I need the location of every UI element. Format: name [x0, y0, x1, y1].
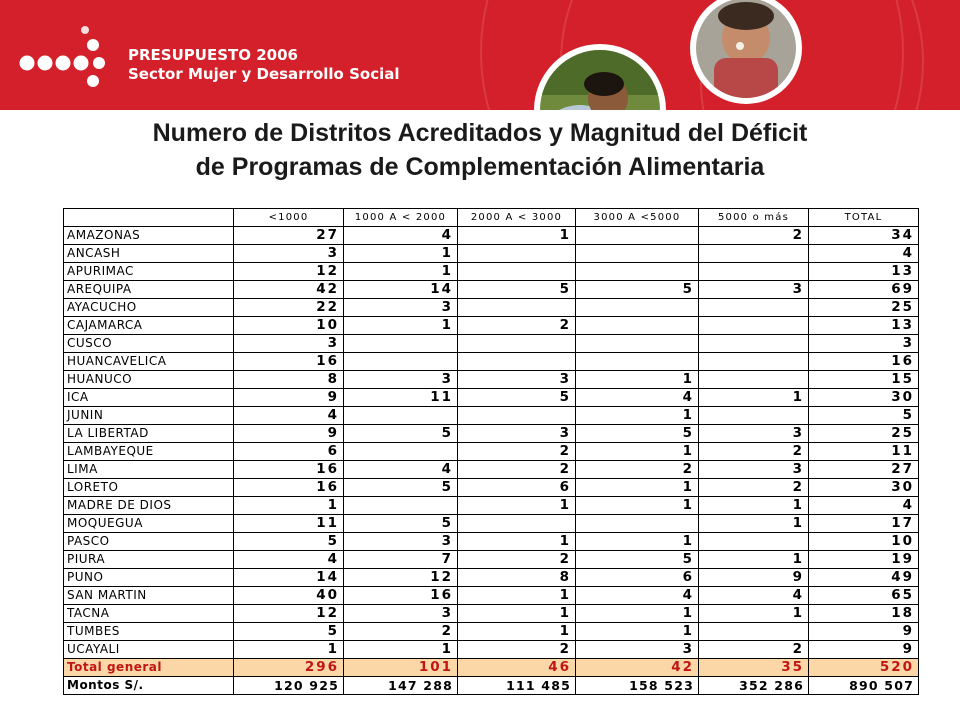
- column-header-cell: 3000 A <5000: [576, 209, 699, 227]
- value-cell: 5: [809, 407, 919, 425]
- value-cell: 4: [234, 551, 344, 569]
- table-row: [64, 497, 919, 515]
- value-cell: 16: [234, 353, 344, 371]
- row-label-cell: AREQUIPA: [64, 281, 234, 299]
- table-row: [64, 317, 919, 335]
- value-cell: 1: [576, 623, 699, 641]
- logo-dots-icon: [0, 0, 120, 110]
- value-cell: 27: [809, 461, 919, 479]
- value-cell: 1: [458, 587, 576, 605]
- table-row: [64, 443, 919, 461]
- row-label-cell: PUNO: [64, 569, 234, 587]
- table-row: [64, 263, 919, 281]
- value-cell: 18: [809, 605, 919, 623]
- value-cell: 4: [344, 461, 458, 479]
- value-cell: 3: [699, 425, 809, 443]
- value-cell: 890 507: [809, 677, 919, 695]
- value-cell: 16: [344, 587, 458, 605]
- value-cell: 4: [576, 587, 699, 605]
- row-label-cell: APURIMAC: [64, 263, 234, 281]
- row-label-cell: TUMBES: [64, 623, 234, 641]
- row-label-cell: MOQUEGUA: [64, 515, 234, 533]
- row-label-cell: Total general: [64, 659, 234, 677]
- table-row: [64, 641, 919, 659]
- value-cell: 1: [344, 245, 458, 263]
- value-cell: 1: [699, 497, 809, 515]
- row-label-cell: SAN MARTIN: [64, 587, 234, 605]
- value-cell: 352 286: [699, 677, 809, 695]
- value-cell: 34: [809, 227, 919, 245]
- table-row: [64, 389, 919, 407]
- value-cell: 12: [234, 263, 344, 281]
- value-cell: 1: [699, 551, 809, 569]
- value-cell: 3: [699, 461, 809, 479]
- header-band: [0, 0, 960, 110]
- value-cell: 296: [234, 659, 344, 677]
- table-row: [64, 371, 919, 389]
- value-cell: 1: [344, 263, 458, 281]
- value-cell: 101: [344, 659, 458, 677]
- value-cell: 1: [576, 443, 699, 461]
- value-cell: [699, 533, 809, 551]
- value-cell: 5: [344, 479, 458, 497]
- value-cell: 42: [576, 659, 699, 677]
- value-cell: 15: [809, 371, 919, 389]
- value-cell: 2: [458, 641, 576, 659]
- value-cell: 11: [234, 515, 344, 533]
- value-cell: 46: [458, 659, 576, 677]
- table-row: [64, 353, 919, 371]
- value-cell: 5: [234, 533, 344, 551]
- value-cell: 30: [809, 389, 919, 407]
- table-row: [64, 551, 919, 569]
- value-cell: 4: [699, 587, 809, 605]
- row-label-cell: PIURA: [64, 551, 234, 569]
- value-cell: [699, 371, 809, 389]
- row-label-cell: ANCASH: [64, 245, 234, 263]
- value-cell: 5: [576, 551, 699, 569]
- table-row: [64, 461, 919, 479]
- column-header-cell: TOTAL: [809, 209, 919, 227]
- value-cell: [576, 299, 699, 317]
- value-cell: 9: [234, 425, 344, 443]
- table-row: [64, 281, 919, 299]
- value-cell: 4: [809, 245, 919, 263]
- value-cell: [344, 353, 458, 371]
- value-cell: 2: [699, 227, 809, 245]
- value-cell: [344, 443, 458, 461]
- row-label-cell: TACNA: [64, 605, 234, 623]
- table-row: [64, 623, 919, 641]
- value-cell: 3: [809, 335, 919, 353]
- value-cell: 3: [344, 533, 458, 551]
- row-label-cell: UCAYALI: [64, 641, 234, 659]
- value-cell: 17: [809, 515, 919, 533]
- brand-line2: Sector Mujer y Desarrollo Social: [128, 65, 400, 83]
- value-cell: [458, 353, 576, 371]
- table-row: [64, 479, 919, 497]
- value-cell: 19: [809, 551, 919, 569]
- value-cell: [576, 263, 699, 281]
- value-cell: 2: [458, 443, 576, 461]
- value-cell: 49: [809, 569, 919, 587]
- value-cell: 158 523: [576, 677, 699, 695]
- value-cell: 1: [234, 641, 344, 659]
- table-row: [64, 515, 919, 533]
- value-cell: 520: [809, 659, 919, 677]
- value-cell: 16: [234, 461, 344, 479]
- value-cell: 1: [458, 605, 576, 623]
- brand-text: [128, 46, 400, 84]
- value-cell: 22: [234, 299, 344, 317]
- value-cell: 14: [344, 281, 458, 299]
- value-cell: 12: [234, 605, 344, 623]
- value-cell: 1: [576, 371, 699, 389]
- table-row: [64, 425, 919, 443]
- table-row: [64, 533, 919, 551]
- value-cell: [699, 299, 809, 317]
- row-label-cell: MADRE DE DIOS: [64, 497, 234, 515]
- value-cell: 5: [576, 425, 699, 443]
- value-cell: 10: [809, 533, 919, 551]
- value-cell: 1: [458, 497, 576, 515]
- value-cell: 2: [458, 317, 576, 335]
- column-header-cell: 2000 A < 3000: [458, 209, 576, 227]
- data-table-container: [63, 208, 919, 695]
- row-label-cell: LIMA: [64, 461, 234, 479]
- value-cell: 8: [234, 371, 344, 389]
- row-label-cell: LA LIBERTAD: [64, 425, 234, 443]
- value-cell: 1: [344, 641, 458, 659]
- column-header-cell: 1000 A < 2000: [344, 209, 458, 227]
- value-cell: [458, 335, 576, 353]
- value-cell: 2: [699, 443, 809, 461]
- page-title: [0, 116, 960, 184]
- value-cell: 3: [234, 335, 344, 353]
- value-cell: 13: [809, 317, 919, 335]
- value-cell: 13: [809, 263, 919, 281]
- value-cell: [458, 515, 576, 533]
- value-cell: 3: [576, 641, 699, 659]
- value-cell: 111 485: [458, 677, 576, 695]
- value-cell: 1: [234, 497, 344, 515]
- value-cell: 9: [699, 569, 809, 587]
- row-label-cell: AMAZONAS: [64, 227, 234, 245]
- table-row: [64, 299, 919, 317]
- row-label-cell: CUSCO: [64, 335, 234, 353]
- table-header-row: [64, 209, 919, 227]
- row-label-cell: ICA: [64, 389, 234, 407]
- deficit-table: [63, 208, 919, 695]
- value-cell: [699, 335, 809, 353]
- value-cell: 1: [699, 515, 809, 533]
- value-cell: 30: [809, 479, 919, 497]
- total-row: [64, 659, 919, 677]
- value-cell: 6: [576, 569, 699, 587]
- table-row: [64, 335, 919, 353]
- value-cell: 5: [234, 623, 344, 641]
- column-header-cell: 5000 o más: [699, 209, 809, 227]
- row-label-cell: JUNIN: [64, 407, 234, 425]
- value-cell: [458, 245, 576, 263]
- value-cell: [576, 245, 699, 263]
- row-label-cell: Montos S/.: [64, 677, 234, 695]
- table-row: [64, 407, 919, 425]
- row-label-cell: CAJAMARCA: [64, 317, 234, 335]
- value-cell: [576, 515, 699, 533]
- value-cell: 6: [458, 479, 576, 497]
- row-label-cell: HUANCAVELICA: [64, 353, 234, 371]
- value-cell: 25: [809, 299, 919, 317]
- value-cell: 5: [458, 281, 576, 299]
- value-cell: [699, 245, 809, 263]
- table-row: [64, 569, 919, 587]
- value-cell: [458, 299, 576, 317]
- value-cell: 3: [344, 371, 458, 389]
- value-cell: 16: [809, 353, 919, 371]
- value-cell: 27: [234, 227, 344, 245]
- header-cell: [64, 209, 234, 227]
- value-cell: [576, 317, 699, 335]
- value-cell: 16: [234, 479, 344, 497]
- value-cell: 3: [344, 299, 458, 317]
- value-cell: 2: [699, 641, 809, 659]
- value-cell: 11: [809, 443, 919, 461]
- value-cell: 1: [458, 533, 576, 551]
- value-cell: 2: [699, 479, 809, 497]
- value-cell: 1: [576, 479, 699, 497]
- value-cell: 12: [344, 569, 458, 587]
- value-cell: 4: [809, 497, 919, 515]
- row-label-cell: AYACUCHO: [64, 299, 234, 317]
- value-cell: [344, 407, 458, 425]
- value-cell: [458, 263, 576, 281]
- value-cell: [576, 227, 699, 245]
- value-cell: 1: [458, 623, 576, 641]
- value-cell: 1: [576, 407, 699, 425]
- value-cell: 1: [458, 227, 576, 245]
- value-cell: 40: [234, 587, 344, 605]
- value-cell: 25: [809, 425, 919, 443]
- value-cell: 2: [344, 623, 458, 641]
- row-label-cell: LAMBAYEQUE: [64, 443, 234, 461]
- value-cell: 5: [576, 281, 699, 299]
- value-cell: [576, 353, 699, 371]
- value-cell: [576, 335, 699, 353]
- value-cell: 147 288: [344, 677, 458, 695]
- value-cell: 5: [344, 425, 458, 443]
- value-cell: 35: [699, 659, 809, 677]
- value-cell: 14: [234, 569, 344, 587]
- value-cell: 6: [234, 443, 344, 461]
- row-label-cell: HUANUCO: [64, 371, 234, 389]
- row-label-cell: LORETO: [64, 479, 234, 497]
- column-header-cell: <1000: [234, 209, 344, 227]
- table-row: [64, 587, 919, 605]
- value-cell: 65: [809, 587, 919, 605]
- value-cell: [699, 317, 809, 335]
- value-cell: [699, 263, 809, 281]
- value-cell: 5: [458, 389, 576, 407]
- brand-line1: PRESUPUESTO 2006: [128, 46, 298, 64]
- value-cell: [458, 407, 576, 425]
- value-cell: [344, 497, 458, 515]
- value-cell: [699, 623, 809, 641]
- title-line1: Numero de Distritos Acreditados y Magnitud del Déficit: [152, 119, 808, 147]
- value-cell: [699, 407, 809, 425]
- value-cell: 2: [576, 461, 699, 479]
- value-cell: [699, 353, 809, 371]
- value-cell: 3: [344, 605, 458, 623]
- value-cell: 9: [809, 623, 919, 641]
- value-cell: 3: [458, 371, 576, 389]
- value-cell: 2: [458, 461, 576, 479]
- value-cell: 1: [576, 605, 699, 623]
- value-cell: 1: [699, 389, 809, 407]
- montos-row: [64, 677, 919, 695]
- value-cell: 4: [576, 389, 699, 407]
- value-cell: 1: [699, 605, 809, 623]
- table-row: [64, 227, 919, 245]
- value-cell: 5: [344, 515, 458, 533]
- value-cell: 1: [576, 497, 699, 515]
- value-cell: 11: [344, 389, 458, 407]
- value-cell: 9: [234, 389, 344, 407]
- table-row: [64, 605, 919, 623]
- value-cell: 69: [809, 281, 919, 299]
- value-cell: 2: [458, 551, 576, 569]
- table-row: [64, 245, 919, 263]
- value-cell: 1: [344, 317, 458, 335]
- title-line2: de Programas de Complementación Alimentaria: [195, 153, 765, 181]
- value-cell: 4: [344, 227, 458, 245]
- value-cell: 3: [458, 425, 576, 443]
- row-label-cell: PASCO: [64, 533, 234, 551]
- value-cell: 10: [234, 317, 344, 335]
- value-cell: 4: [234, 407, 344, 425]
- value-cell: 9: [809, 641, 919, 659]
- photo-child-eating: [696, 0, 796, 98]
- value-cell: 42: [234, 281, 344, 299]
- value-cell: 8: [458, 569, 576, 587]
- value-cell: 3: [234, 245, 344, 263]
- value-cell: 3: [699, 281, 809, 299]
- value-cell: 120 925: [234, 677, 344, 695]
- value-cell: 7: [344, 551, 458, 569]
- value-cell: [344, 335, 458, 353]
- value-cell: 1: [576, 533, 699, 551]
